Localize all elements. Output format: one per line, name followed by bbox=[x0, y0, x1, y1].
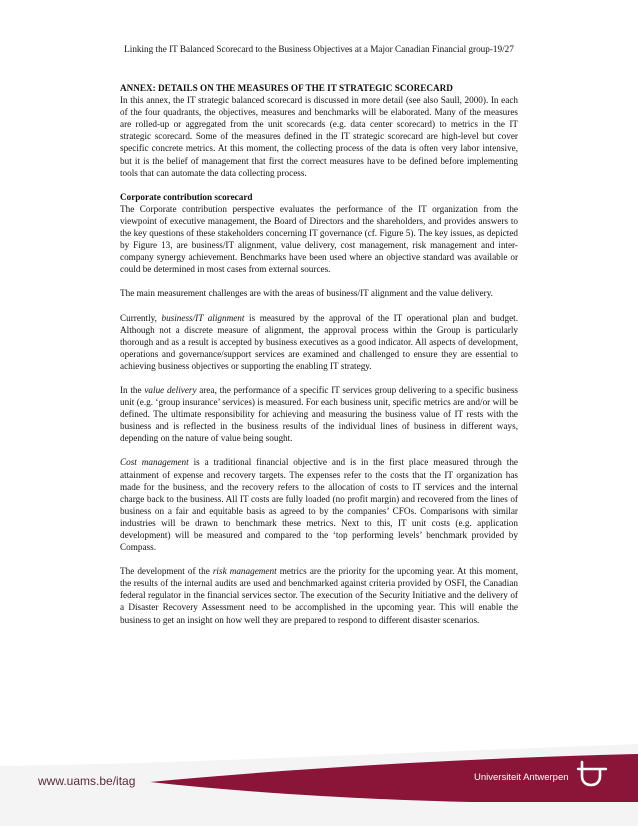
value-delivery-post: area, the performance of a specific IT services group delivering to a specific business unit (e.g. ‘group insurance’ services) is measured. For each business unit, specific metrics are and/or will be defined. The ultimate responsibility for achieving and measuring the business value of IT rests with the business and is reflected in the business results of the individual lines of business in different ways, depending on the nature of value being sought. bbox=[120, 384, 518, 444]
risk-management-paragraph bbox=[120, 565, 518, 625]
annex-intro-paragraph: In this annex, the IT strategic balanced scorecard is discussed in more detail (see also Saull, 2000). In each of the four quadrants, the objectives, measures and benchmarks will be elaborated. Many of the measures are rolled-up or aggregated from the unit scorecards (e.g. data center scorecard) to metrics in the IT strategic scorecard. Some of the measures defined in the IT strategic scorecard are high-level but cover specific concrete metrics. At this moment, the collecting process of the data is often very labor intensive, but it is the belief of management that first the correct measures have to be defined before implementing tools that can automate the data collecting process. bbox=[120, 95, 518, 178]
risk-management-pre: The development of the bbox=[120, 566, 213, 577]
running-header: Linking the IT Balanced Scorecard to the Business Objectives at a Major Canadian Financial group-19/27 bbox=[124, 44, 514, 54]
university-logo-icon bbox=[576, 760, 608, 788]
corporate-contribution-heading: Corporate contribution scorecard bbox=[120, 191, 253, 202]
alignment-paragraph bbox=[120, 312, 518, 372]
university-name: Universiteit Antwerpen bbox=[474, 772, 569, 783]
footer-url-link[interactable]: www.uams.be/itag bbox=[38, 774, 136, 788]
corporate-paragraph-2: The main measurement challenges are with the areas of business/IT alignment and the value delivery. bbox=[120, 288, 493, 299]
risk-management-post: metrics are the priority for the upcoming year. At this moment, the results of the internal audits are used and benchmarked against criteria provided by OSFI, the Canadian federal regulator in the financial services sector. The execution of the Security Initiative and the delivery of a Disaster Recovery Assessment need to be accomplished in the upcoming year. This will enable the business to get an insight on how well they are prepared to respond to different disaster scenarios. bbox=[120, 566, 518, 625]
page-body bbox=[120, 82, 518, 638]
cost-management-paragraph bbox=[120, 456, 518, 553]
alignment-pre: Currently, bbox=[120, 312, 162, 323]
alignment-term: business/IT alignment bbox=[161, 312, 245, 323]
value-delivery-pre: In the bbox=[120, 384, 145, 395]
annex-heading: ANNEX: DETAILS ON THE MEASURES OF THE IT STRATEGIC SCORECARD bbox=[120, 83, 453, 93]
corporate-paragraph-1: The Corporate contribution perspective evaluates the performance of the IT organization from the viewpoint of executive management, the Board of Directors and the shareholders, and provides answers to the key questions of these stakeholders concerning IT governance (cf. Figure 5). The key issues, as depicted by Figure 13, are business/IT alignment, value delivery, cost management, risk management and inter-company synergy achievement. Benchmarks have been used where an objective standard was available or could be determined in most cases from external sources. bbox=[120, 203, 518, 275]
alignment-post: is measured by the approval of the IT operational plan and budget. Although not a discrete measure of alignment, the approval process within the Group is particularly thorough and as a result is accepted by business executives as a good indicator. All aspects of development, operations and governance/support services are examined and challenged to ensure they are essential to achieving business objectives or supporting the enabling IT strategy. bbox=[120, 312, 518, 371]
cost-management-term: Cost management bbox=[120, 457, 189, 468]
value-delivery-paragraph bbox=[120, 384, 518, 444]
risk-management-term: risk management bbox=[212, 566, 277, 577]
value-delivery-term: value delivery bbox=[144, 384, 197, 395]
cost-management-post: is a traditional financial objective and is in the first place measured through the attainment of expense and recovery targets. The expenses refer to the costs that the IT organization has made for the business, and the recovery refers to the allocation of costs to IT services and the internal charge back to the business. All IT costs are fully loaded (no profit margin) and recovered from the lines of business on a fair and equitable basis as agreed to by the companies’ CFOs. Comparisons with similar industries will be drawn to benchmark these metrics. Next to this, IT unit costs (e.g. application development) will be measured and compared to the ‘top performing levels’ benchmark provided by Compass. bbox=[120, 457, 519, 553]
